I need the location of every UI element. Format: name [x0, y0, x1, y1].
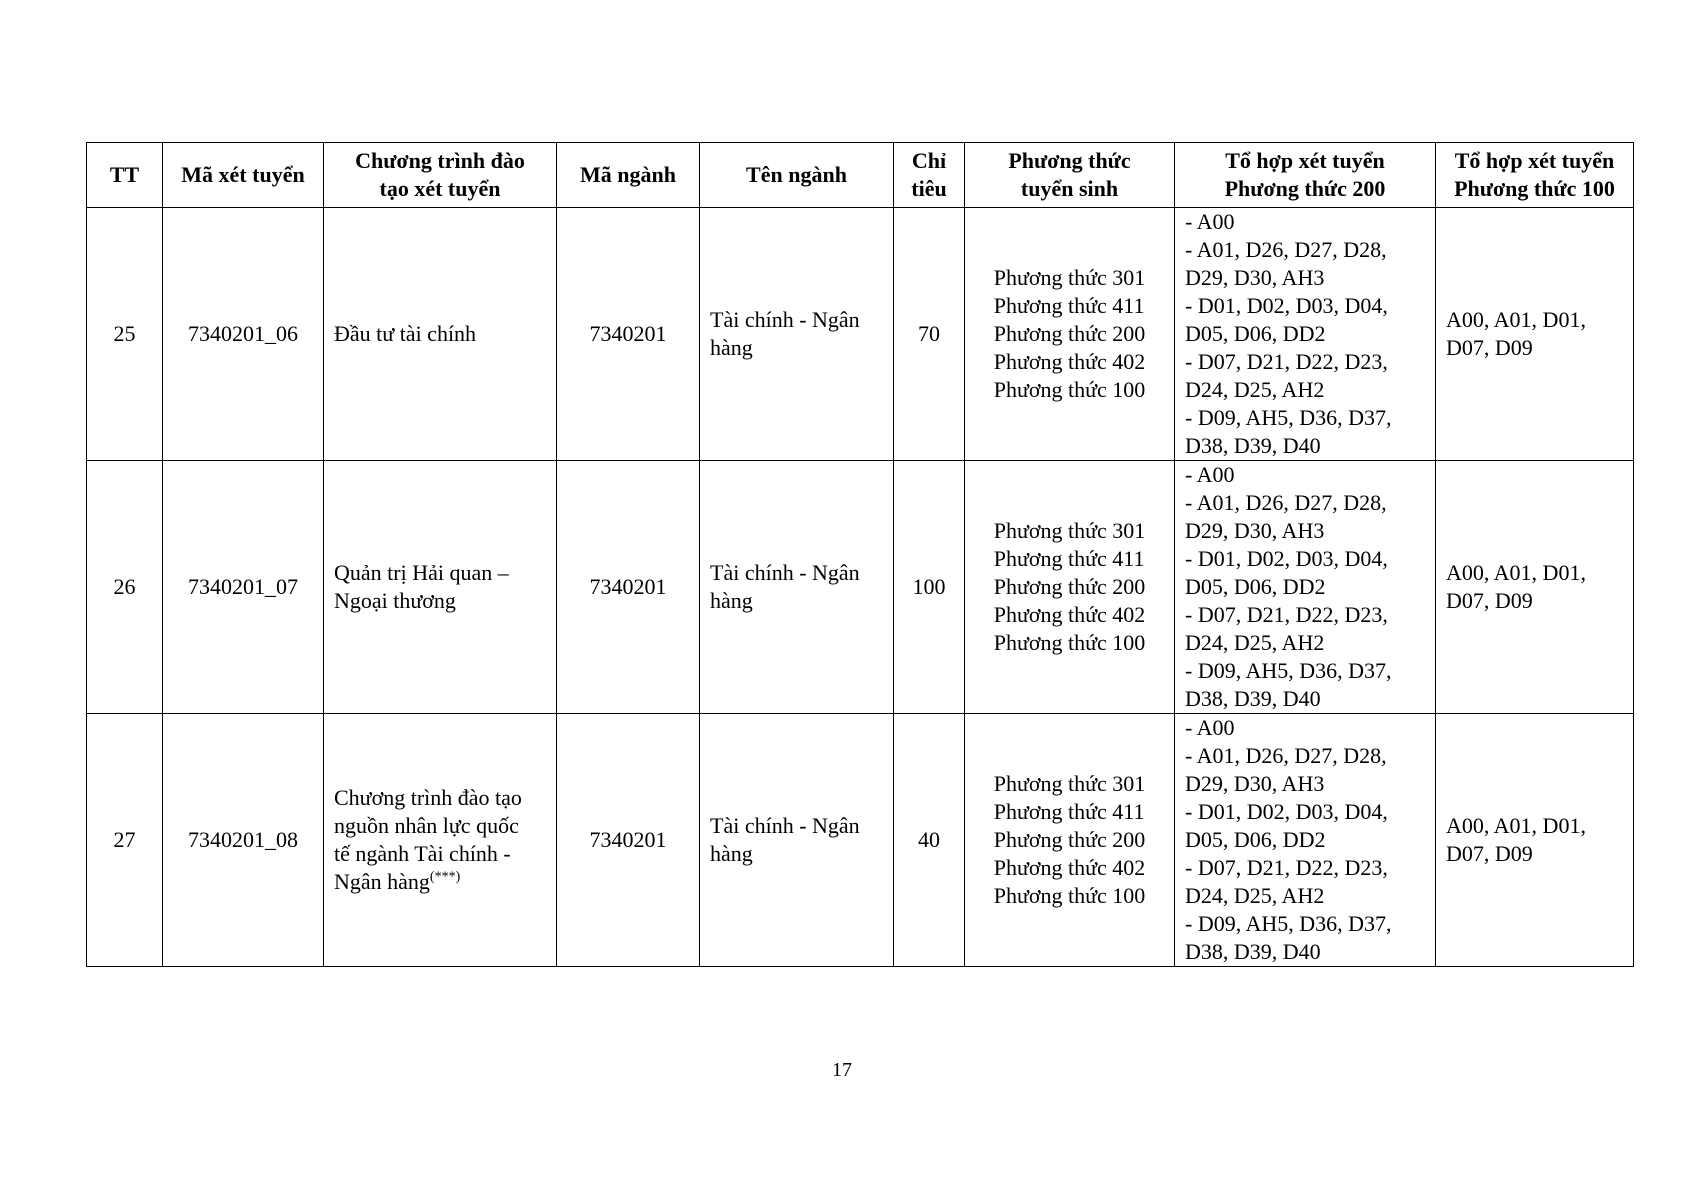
row-program [324, 714, 557, 967]
table-row [87, 208, 1634, 461]
text-line: Mã ngành [580, 162, 676, 187]
row-methods [965, 208, 1175, 461]
text-line: - D01, D02, D03, D04, [1185, 799, 1388, 824]
text-line: D24, D25, AH2 [1185, 630, 1325, 655]
text-line: Đầu tư tài chính [334, 321, 477, 346]
row-combos-200 [1175, 208, 1436, 461]
header-program [324, 143, 557, 208]
admissions-table [86, 142, 1634, 967]
table-header [87, 143, 1634, 208]
row-major-code: 7340201 [557, 461, 700, 714]
text-line: Phương thức 402 [993, 602, 1146, 627]
text-line: A00, A01, D01, [1446, 560, 1586, 585]
text-line: - D07, D21, D22, D23, [1185, 349, 1388, 374]
text-line: Chương trình đào [355, 148, 525, 173]
table-body [87, 208, 1634, 967]
text-line: Phương thức 200 [993, 574, 1146, 599]
text-line: Tên ngành [746, 162, 847, 187]
text-line: Phương thức 402 [993, 855, 1146, 880]
text-line: - D01, D02, D03, D04, [1185, 293, 1388, 318]
header-quota [894, 143, 965, 208]
row-major-name [700, 461, 894, 714]
text-line: Phương thức 301 [993, 771, 1146, 796]
row-tt: 27 [87, 714, 163, 967]
row-combos-200 [1175, 714, 1436, 967]
row-methods [965, 714, 1175, 967]
text-line: Chỉ [911, 148, 947, 173]
text-line: Tài chính - Ngân [710, 813, 860, 838]
text-line: - D09, AH5, D36, D37, [1185, 658, 1392, 683]
text-line: Phương thức 200 [993, 827, 1146, 852]
text-line: - D01, D02, D03, D04, [1185, 546, 1388, 571]
text-line: tiêu [911, 176, 947, 201]
header-combos-100 [1436, 143, 1634, 208]
row-combos-100 [1436, 461, 1634, 714]
text-line: Tổ hợp xét tuyển [1454, 148, 1615, 173]
text-line: hàng [710, 335, 753, 360]
row-major-name [700, 208, 894, 461]
header-tt: TT [87, 143, 163, 208]
text-line: D29, D30, AH3 [1185, 265, 1325, 290]
text-line: - A00 [1185, 715, 1235, 740]
row-tt: 26 [87, 461, 163, 714]
row-combos-200 [1175, 461, 1436, 714]
header-methods [965, 143, 1175, 208]
text-line: - D07, D21, D22, D23, [1185, 855, 1388, 880]
text-line: D05, D06, DD2 [1185, 827, 1326, 852]
header-row [87, 143, 1634, 208]
footnote-marker: (***) [429, 869, 461, 885]
row-methods [965, 461, 1175, 714]
text-line: D05, D06, DD2 [1185, 574, 1326, 599]
row-tt: 25 [87, 208, 163, 461]
text-line: Tài chính - Ngân [710, 560, 860, 585]
row-quota: 70 [894, 208, 965, 461]
table-row [87, 714, 1634, 967]
text-line: nguồn nhân lực quốc [334, 813, 519, 838]
table-row [87, 461, 1634, 714]
text-line: - D09, AH5, D36, D37, [1185, 405, 1392, 430]
text-line: - A00 [1185, 462, 1235, 487]
header-combos-200 [1175, 143, 1436, 208]
text-line: A00, A01, D01, [1446, 813, 1586, 838]
text-line: D38, D39, D40 [1185, 939, 1321, 964]
text-line: - A01, D26, D27, D28, [1185, 743, 1387, 768]
row-combos-100 [1436, 714, 1634, 967]
text-line: Ngân hàng(***) [334, 869, 461, 894]
method-list [994, 264, 1146, 404]
text-line: D24, D25, AH2 [1185, 377, 1325, 402]
text-line: Phương thức 301 [993, 518, 1146, 543]
row-admission-code: 7340201_06 [163, 208, 324, 461]
text-line: D38, D39, D40 [1185, 433, 1321, 458]
text-line: Quản trị Hải quan – [334, 560, 509, 585]
text-line: Phương thức 200 [993, 321, 1146, 346]
text-line: Phương thức 411 [993, 799, 1145, 824]
text-line: D07, D09 [1446, 588, 1533, 613]
text-line: Phương thức 411 [993, 293, 1145, 318]
row-admission-code: 7340201_08 [163, 714, 324, 967]
row-program [324, 208, 557, 461]
text-line: Phương thức 200 [1224, 176, 1386, 201]
row-combos-100 [1436, 208, 1634, 461]
text-line: - A00 [1185, 209, 1235, 234]
text-line: D38, D39, D40 [1185, 686, 1321, 711]
text-line: D24, D25, AH2 [1185, 883, 1325, 908]
text-line: A00, A01, D01, [1446, 307, 1586, 332]
header-major-code [557, 143, 700, 208]
text-line: - A01, D26, D27, D28, [1185, 237, 1387, 262]
text-line: - D07, D21, D22, D23, [1185, 602, 1388, 627]
text-line: Tài chính - Ngân [710, 307, 860, 332]
row-quota: 100 [894, 461, 965, 714]
header-major-name [700, 143, 894, 208]
text-line: Phương thức 100 [993, 630, 1146, 655]
row-major-code: 7340201 [557, 208, 700, 461]
text-line: Phương thức 402 [993, 349, 1146, 374]
row-quota: 40 [894, 714, 965, 967]
text-line: Chương trình đào tạo [334, 785, 522, 810]
text-line: D07, D09 [1446, 335, 1533, 360]
text-line: Phương thức 301 [993, 265, 1146, 290]
text-line: D07, D09 [1446, 841, 1533, 866]
text-line: Mã xét tuyển [181, 162, 305, 187]
text-line: Tổ hợp xét tuyển [1225, 148, 1385, 173]
text-line: D05, D06, DD2 [1185, 321, 1326, 346]
text-line: tuyển sinh [1020, 176, 1119, 201]
text-line: Ngoại thương [334, 588, 456, 613]
text-line: Phương thức 411 [993, 546, 1145, 571]
text-line: Phương thức 100 [993, 883, 1146, 908]
method-list [994, 770, 1146, 910]
text-line: D29, D30, AH3 [1185, 518, 1325, 543]
text-line: Phương thức 100 [993, 377, 1146, 402]
row-major-code: 7340201 [557, 714, 700, 967]
row-program [324, 461, 557, 714]
header-admission-code [163, 143, 324, 208]
row-admission-code: 7340201_07 [163, 461, 324, 714]
method-list [994, 517, 1146, 657]
text-line: tế ngành Tài chính - [334, 841, 511, 866]
text-line: D29, D30, AH3 [1185, 771, 1325, 796]
text-line: - D09, AH5, D36, D37, [1185, 911, 1392, 936]
text-line: - A01, D26, D27, D28, [1185, 490, 1387, 515]
text-line: hàng [710, 588, 753, 613]
page-number: 17 [832, 1059, 852, 1081]
text-line: Phương thức 100 [1454, 176, 1615, 201]
text-line: hàng [710, 841, 753, 866]
text-line: tạo xét tuyển [379, 176, 501, 201]
row-major-name [700, 714, 894, 967]
text-line: Phương thức [1008, 148, 1131, 173]
